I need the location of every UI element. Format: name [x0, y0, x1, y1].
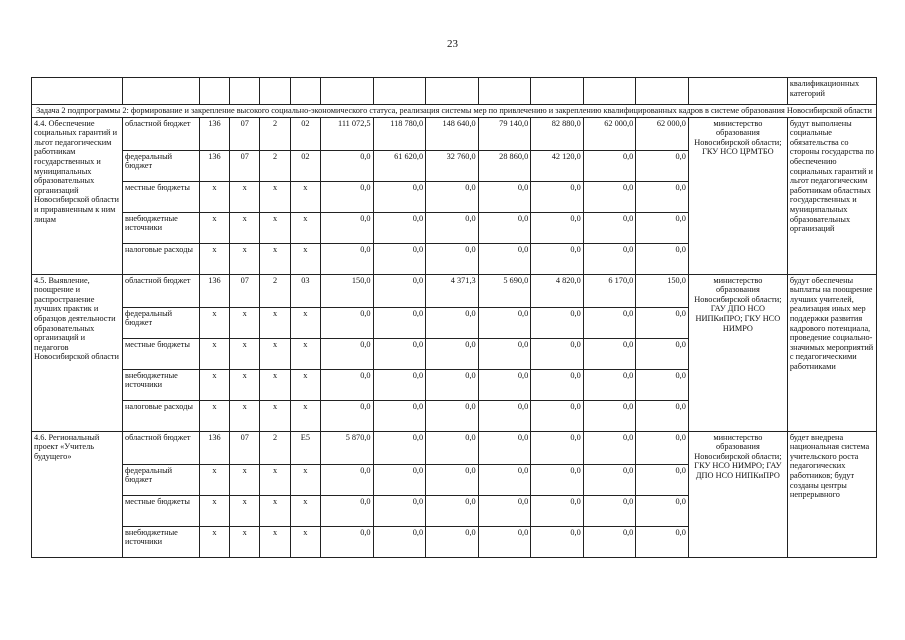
page-number: 23 — [447, 38, 458, 50]
amount-cell: 150,0 — [636, 274, 689, 307]
budget-code-c4: 02 — [290, 117, 320, 150]
budget-code-c1: x — [199, 338, 229, 369]
amount-cell: 82 880,0 — [531, 117, 584, 150]
budget-code-c4: x — [290, 338, 320, 369]
amount-cell: 0,0 — [373, 526, 426, 557]
budget-code-c2: x — [230, 526, 260, 557]
continuation-row — [32, 78, 877, 105]
budget-code-c1: x — [199, 400, 229, 431]
budget-code-c3: 2 — [260, 117, 290, 150]
amount-cell: 0,0 — [321, 181, 374, 212]
budget-code-c1: x — [199, 212, 229, 243]
funding-source: областной бюджет — [122, 274, 199, 307]
budget-code-c1: x — [199, 526, 229, 557]
amount-cell: 32 760,0 — [426, 150, 479, 181]
activity-title: 4.5. Выявление, поощрение и распространение лучших практик и образцов деятельности образовательных организаций и педагогов Новосибирской области — [32, 274, 123, 431]
amount-cell: 62 000,0 — [636, 117, 689, 150]
budget-code-c3: x — [260, 495, 290, 526]
amount-cell: 0,0 — [478, 307, 531, 338]
table-row — [32, 274, 877, 307]
funding-source: федеральный бюджет — [122, 464, 199, 495]
budget-code-c4: x — [290, 212, 320, 243]
amount-cell: 0,0 — [636, 495, 689, 526]
table-row — [32, 431, 877, 464]
executor: министерство образования Новосибирской области; ГАУ ДПО НСО НИПКиПРО; ГКУ НСО НИМРО — [688, 274, 787, 431]
amount-cell: 0,0 — [531, 212, 584, 243]
amount-cell: 0,0 — [426, 431, 479, 464]
funding-source: налоговые расходы — [122, 243, 199, 274]
funding-source: федеральный бюджет — [122, 150, 199, 181]
budget-code-c2: x — [230, 243, 260, 274]
amount-cell: 0,0 — [373, 212, 426, 243]
budget-code-c2: x — [230, 369, 260, 400]
amount-cell: 0,0 — [583, 212, 636, 243]
amount-cell: 0,0 — [321, 495, 374, 526]
amount-cell: 79 140,0 — [478, 117, 531, 150]
funding-source: внебюджетные источники — [122, 212, 199, 243]
amount-cell: 0,0 — [531, 400, 584, 431]
amount-cell: 28 860,0 — [478, 150, 531, 181]
budget-code-c3: x — [260, 464, 290, 495]
budget-code-c1: 136 — [199, 117, 229, 150]
budget-code-c2: x — [230, 495, 260, 526]
executor: министерство образования Новосибирской области; ГКУ НСО НИМРО; ГАУ ДПО НСО НИПКиПРО — [688, 431, 787, 557]
amount-cell: 0,0 — [531, 526, 584, 557]
funding-source: внебюджетные источники — [122, 369, 199, 400]
budget-code-c2: x — [230, 212, 260, 243]
budget-code-c2: 07 — [230, 431, 260, 464]
amount-cell: 0,0 — [636, 181, 689, 212]
budget-code-c1: x — [199, 369, 229, 400]
budget-code-c1: x — [199, 307, 229, 338]
amount-cell: 0,0 — [321, 150, 374, 181]
amount-cell: 0,0 — [531, 181, 584, 212]
amount-cell: 0,0 — [636, 212, 689, 243]
amount-cell: 0,0 — [478, 400, 531, 431]
amount-cell: 0,0 — [321, 369, 374, 400]
budget-code-c3: x — [260, 243, 290, 274]
amount-cell: 0,0 — [426, 338, 479, 369]
budget-code-c3: x — [260, 526, 290, 557]
amount-cell: 6 170,0 — [583, 274, 636, 307]
continuation-text: квалификационных категорий — [787, 78, 876, 105]
budget-code-c4: 03 — [290, 274, 320, 307]
amount-cell: 0,0 — [373, 274, 426, 307]
activity-title: 4.4. Обеспечение социальных гарантий и льгот педагогическим работникам государственных и муниципальных образовательных организаций Новосибирской области и приравненным к ним лицам — [32, 117, 123, 274]
amount-cell: 0,0 — [531, 431, 584, 464]
amount-cell: 0,0 — [478, 526, 531, 557]
amount-cell: 0,0 — [531, 338, 584, 369]
budget-code-c4: x — [290, 526, 320, 557]
funding-source: налоговые расходы — [122, 400, 199, 431]
amount-cell: 0,0 — [636, 431, 689, 464]
budget-code-c2: x — [230, 181, 260, 212]
amount-cell: 0,0 — [583, 526, 636, 557]
amount-cell: 0,0 — [321, 307, 374, 338]
amount-cell: 0,0 — [426, 400, 479, 431]
budget-code-c1: 136 — [199, 274, 229, 307]
budget-code-c3: x — [260, 181, 290, 212]
amount-cell: 0,0 — [373, 431, 426, 464]
amount-cell: 0,0 — [373, 181, 426, 212]
task-row — [32, 105, 877, 118]
amount-cell: 148 640,0 — [426, 117, 479, 150]
amount-cell: 0,0 — [636, 526, 689, 557]
table-row — [32, 117, 877, 150]
executor: министерство образования Новосибирской области; ГКУ НСО ЦРМТБО — [688, 117, 787, 274]
amount-cell: 0,0 — [478, 369, 531, 400]
amount-cell: 0,0 — [321, 243, 374, 274]
amount-cell: 0,0 — [531, 464, 584, 495]
amount-cell: 0,0 — [321, 400, 374, 431]
amount-cell: 0,0 — [373, 307, 426, 338]
amount-cell: 0,0 — [636, 338, 689, 369]
amount-cell: 0,0 — [426, 181, 479, 212]
amount-cell: 0,0 — [478, 181, 531, 212]
task-title: Задача 2 подпрограммы 2: формирование и закрепление высокого социально-экономического статуса, реализация системы мер по привлечению и закреплению квалифицированных кадров в системе образования Новосибирской области — [32, 105, 877, 118]
activity-title: 4.6. Региональный проект «Учитель будущего» — [32, 431, 123, 557]
budget-code-c3: x — [260, 400, 290, 431]
budget-code-c1: 136 — [199, 431, 229, 464]
amount-cell: 0,0 — [478, 431, 531, 464]
funding-source: местные бюджеты — [122, 181, 199, 212]
amount-cell: 0,0 — [478, 495, 531, 526]
amount-cell: 0,0 — [373, 464, 426, 495]
amount-cell: 42 120,0 — [531, 150, 584, 181]
amount-cell: 0,0 — [531, 495, 584, 526]
amount-cell: 0,0 — [636, 243, 689, 274]
amount-cell: 0,0 — [373, 338, 426, 369]
amount-cell: 0,0 — [478, 464, 531, 495]
funding-source: внебюджетные источники — [122, 526, 199, 557]
amount-cell: 0,0 — [426, 307, 479, 338]
amount-cell: 0,0 — [373, 495, 426, 526]
amount-cell: 0,0 — [531, 307, 584, 338]
amount-cell: 5 870,0 — [321, 431, 374, 464]
amount-cell: 0,0 — [583, 338, 636, 369]
funding-source: местные бюджеты — [122, 338, 199, 369]
budget-code-c4: x — [290, 181, 320, 212]
budget-code-c2: x — [230, 464, 260, 495]
budget-code-c2: x — [230, 400, 260, 431]
amount-cell: 0,0 — [426, 212, 479, 243]
amount-cell: 0,0 — [426, 495, 479, 526]
budget-table — [31, 77, 877, 558]
budget-code-c1: x — [199, 243, 229, 274]
amount-cell: 4 371,3 — [426, 274, 479, 307]
amount-cell: 62 000,0 — [583, 117, 636, 150]
amount-cell: 0,0 — [426, 464, 479, 495]
amount-cell: 0,0 — [373, 369, 426, 400]
budget-code-c2: x — [230, 307, 260, 338]
budget-code-c3: 2 — [260, 274, 290, 307]
amount-cell: 0,0 — [583, 307, 636, 338]
amount-cell: 0,0 — [531, 243, 584, 274]
amount-cell: 150,0 — [321, 274, 374, 307]
amount-cell: 61 620,0 — [373, 150, 426, 181]
budget-code-c3: x — [260, 338, 290, 369]
budget-code-c2: 07 — [230, 274, 260, 307]
budget-code-c4: x — [290, 400, 320, 431]
amount-cell: 0,0 — [426, 526, 479, 557]
amount-cell: 0,0 — [373, 243, 426, 274]
budget-code-c1: x — [199, 495, 229, 526]
budget-code-c4: E5 — [290, 431, 320, 464]
amount-cell: 0,0 — [321, 338, 374, 369]
amount-cell: 0,0 — [478, 338, 531, 369]
amount-cell: 0,0 — [321, 464, 374, 495]
expected-result: будут обеспечены выплаты на поощрение лучших учителей, реализация иных мер поддержки развития кадрового потенциала, проведение социально-значимых мероприятий с педагогическими работниками — [787, 274, 876, 431]
amount-cell: 0,0 — [583, 243, 636, 274]
amount-cell: 0,0 — [583, 431, 636, 464]
budget-code-c2: 07 — [230, 117, 260, 150]
budget-code-c4: 02 — [290, 150, 320, 181]
amount-cell: 0,0 — [583, 369, 636, 400]
amount-cell: 0,0 — [478, 212, 531, 243]
expected-result: будет внедрена национальная система учительского роста педагогических работников; будут созданы центры непрерывного — [787, 431, 876, 557]
amount-cell: 0,0 — [636, 369, 689, 400]
funding-source: федеральный бюджет — [122, 307, 199, 338]
amount-cell: 0,0 — [583, 495, 636, 526]
funding-source: областной бюджет — [122, 431, 199, 464]
budget-code-c3: x — [260, 307, 290, 338]
amount-cell: 5 690,0 — [478, 274, 531, 307]
amount-cell: 0,0 — [373, 400, 426, 431]
expected-result: будут выполнены социальные обязательства со стороны государства по обеспечению социальных гарантий и льгот педагогическим работникам областных государственных и муниципальных образовательных организаций — [787, 117, 876, 274]
budget-code-c2: 07 — [230, 150, 260, 181]
budget-code-c3: 2 — [260, 150, 290, 181]
budget-code-c3: x — [260, 212, 290, 243]
budget-code-c4: x — [290, 464, 320, 495]
budget-code-c1: 136 — [199, 150, 229, 181]
amount-cell: 0,0 — [636, 150, 689, 181]
amount-cell: 0,0 — [636, 307, 689, 338]
budget-code-c4: x — [290, 495, 320, 526]
amount-cell: 0,0 — [636, 400, 689, 431]
funding-source: местные бюджеты — [122, 495, 199, 526]
amount-cell: 118 780,0 — [373, 117, 426, 150]
amount-cell: 0,0 — [426, 369, 479, 400]
budget-code-c3: x — [260, 369, 290, 400]
amount-cell: 0,0 — [426, 243, 479, 274]
budget-code-c4: x — [290, 369, 320, 400]
budget-code-c3: 2 — [260, 431, 290, 464]
amount-cell: 0,0 — [583, 400, 636, 431]
amount-cell: 0,0 — [321, 526, 374, 557]
amount-cell: 0,0 — [321, 212, 374, 243]
amount-cell: 0,0 — [583, 464, 636, 495]
amount-cell: 0,0 — [478, 243, 531, 274]
amount-cell: 0,0 — [583, 181, 636, 212]
amount-cell: 4 820,0 — [531, 274, 584, 307]
funding-source: областной бюджет — [122, 117, 199, 150]
amount-cell: 0,0 — [531, 369, 584, 400]
budget-code-c4: x — [290, 243, 320, 274]
budget-code-c4: x — [290, 307, 320, 338]
budget-code-c1: x — [199, 464, 229, 495]
amount-cell: 0,0 — [636, 464, 689, 495]
amount-cell: 111 072,5 — [321, 117, 374, 150]
budget-code-c1: x — [199, 181, 229, 212]
amount-cell: 0,0 — [583, 150, 636, 181]
budget-code-c2: x — [230, 338, 260, 369]
